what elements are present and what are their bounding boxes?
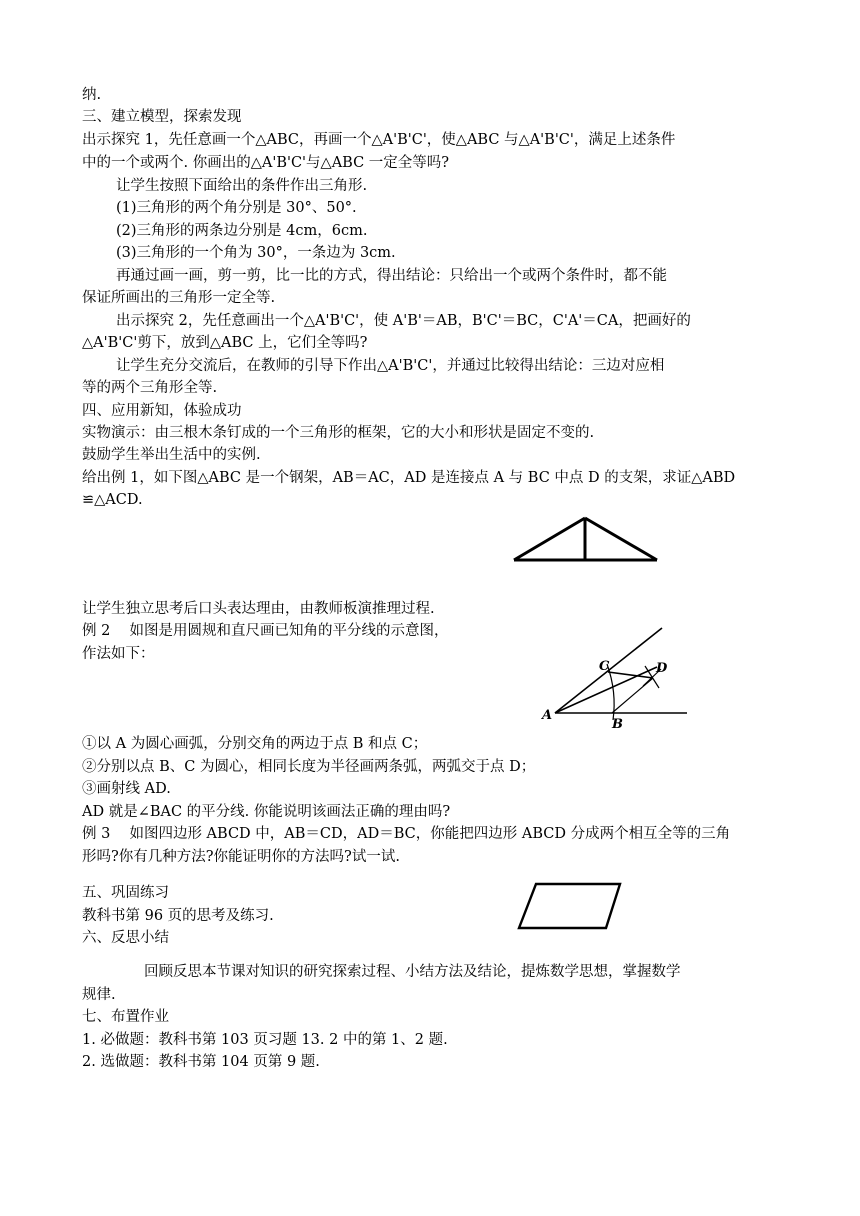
parallelogram-figure [510, 878, 630, 938]
quadrilateral-abcd [519, 884, 620, 928]
text-line: AD 就是∠BAC 的平分线. 你能说明该画法正确的理由吗? [82, 804, 451, 820]
text-line: 中的一个或两个. 你画出的△A'B'C'与△ABC 一定全等吗? [82, 155, 450, 171]
list-item: (1)三角形的两个角分别是 30°、50°. [116, 200, 357, 216]
label-c: C [599, 659, 610, 674]
section-heading: 五、巩固练习 [82, 885, 169, 901]
label-b: B [612, 717, 623, 732]
section-heading: 四、应用新知，体验成功 [82, 403, 242, 419]
text-line: 回顾反思本节课对知识的研究探索过程、小结方法及结论，提炼数学思想，掌握数学 [144, 964, 681, 980]
text-line: 给出例 1，如下图△ABC 是一个钢架，AB＝AC，AD 是连接点 A 与 BC 中点 D 的支架，求证△ABD [82, 470, 736, 486]
frame-side-ab [514, 518, 585, 560]
text-line: 出示探究 1，先任意画一个△ABC，再画一个△A'B'C'，使△ABC 与△A'B'C'，满足上述条件 [82, 132, 676, 148]
frame-side-ac [585, 518, 657, 560]
text-line: 规律. [82, 987, 116, 1003]
text-line: 形吗?你有几种方法?你能证明你的方法吗?试一试. [82, 849, 400, 865]
text-line: 实物演示：由三根木条钉成的一个三角形的框架，它的大小和形状是固定不变的. [82, 425, 595, 441]
steel-frame-figure [500, 510, 670, 570]
section-heading: 六、反思小结 [82, 930, 169, 946]
list-item: ③画射线 AD. [82, 781, 171, 797]
text-line: 纳. [82, 87, 102, 103]
list-item: 2. 选做题：教科书第 104 页第 9 题. [82, 1054, 320, 1070]
text-line: 保证所画出的三角形一定全等. [82, 290, 276, 306]
text-line: 等的两个三角形全等. [82, 380, 218, 396]
list-item: (2)三角形的两条边分别是 4cm，6cm. [116, 223, 368, 239]
text-line: 例 3 如图四边形 ABCD 中，AB＝CD，AD＝BC，你能把四边形 ABCD 分成两个相互全等的三角 [82, 826, 731, 842]
segment-bd [612, 678, 653, 713]
section-heading: 三、建立模型，探索发现 [82, 109, 242, 125]
text-line: 让学生充分交流后，在教师的引导下作出△A'B'C'，并通过比较得出结论：三边对应相 [116, 358, 665, 374]
text-line: 鼓励学生举出生活中的实例. [82, 447, 261, 463]
segment-cd [608, 672, 653, 678]
text-line: 出示探究 2，先任意画出一个△A'B'C'，使 A'B'＝AB，B'C'＝BC，C'A'＝CA，把画好的 [116, 313, 691, 329]
text-line: 例 2 如图是用圆规和直尺画已知角的平分线的示意图， [82, 623, 449, 639]
list-item: ①以 A 为圆心画弧，分别交角的两边于点 B 和点 C； [82, 736, 428, 752]
text-line: △A'B'C'剪下，放到△ABC 上，它们全等吗? [82, 335, 368, 351]
list-item: (3)三角形的一个角为 30°，一条边为 3cm. [116, 245, 396, 261]
angle-bisector-figure [535, 620, 695, 740]
text-line: 作法如下： [82, 646, 155, 662]
label-a: A [542, 708, 553, 723]
label-d: D [656, 661, 668, 676]
text-line: 让学生独立思考后口头表达理由，由教师板演推理过程. [82, 601, 435, 617]
text-line: 再通过画一画，剪一剪，比一比的方式，得出结论：只给出一个或两个条件时，都不能 [116, 268, 667, 284]
list-item: 1. 必做题：教科书第 103 页习题 13. 2 中的第 1、2 题. [82, 1032, 448, 1048]
section-heading: 七、布置作业 [82, 1009, 169, 1025]
list-item: ②分别以点 B、C 为圆心，相同长度为半径画两条弧，两弧交于点 D； [82, 759, 536, 775]
text-line: 让学生按照下面给出的条件作出三角形. [116, 178, 368, 194]
text-line: ≌△ACD. [82, 492, 143, 508]
text-line: 教科书第 96 页的思考及练习. [82, 908, 274, 924]
